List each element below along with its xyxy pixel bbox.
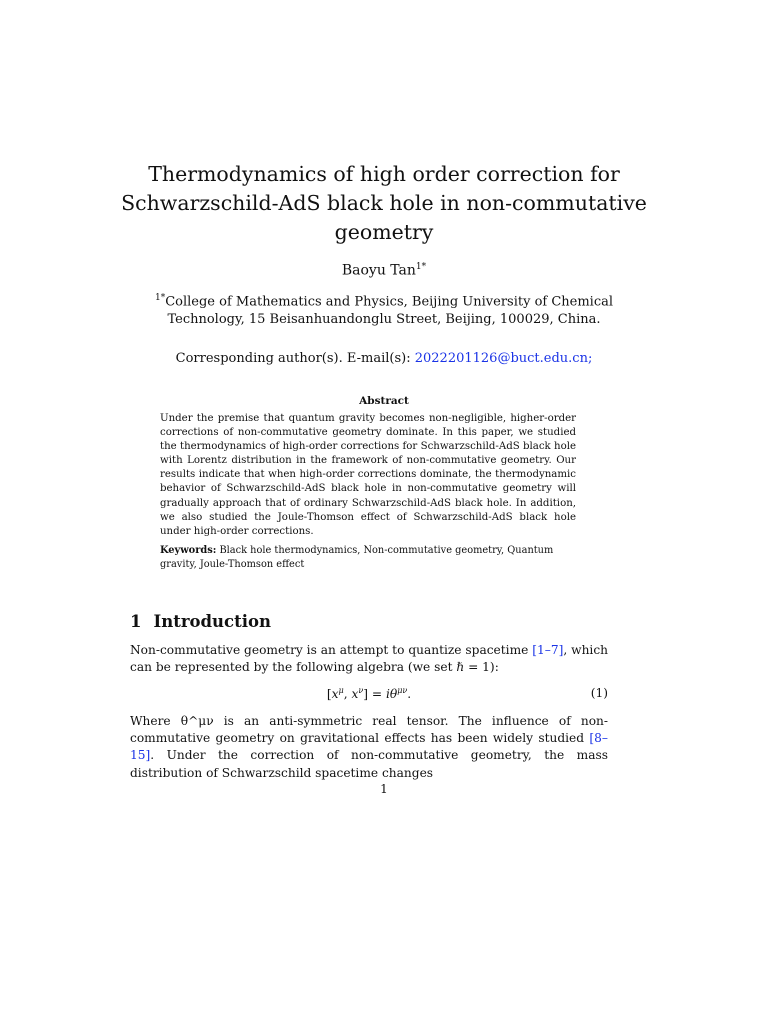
title-line-2: Schwarzschild-AdS black hole in non-commutative — [121, 191, 647, 215]
section-number: 1 — [130, 612, 142, 631]
abstract-heading: Abstract — [359, 395, 409, 407]
corresponding-prefix: Corresponding author(s). E-mail(s): — [175, 351, 415, 366]
equation-number: (1) — [590, 686, 608, 700]
email-link[interactable]: 2022201126@buct.edu.cn; — [414, 351, 593, 366]
citation-link-1[interactable]: [1–7] — [532, 643, 564, 657]
author-line — [0, 262, 768, 279]
author-mark: 1* — [415, 262, 427, 272]
citation-link-2[interactable]: [8–15] — [130, 731, 608, 763]
affiliation-line-2: Technology, 15 Beisanhuandonglu Street, Beijing, 100029, China. — [167, 312, 601, 328]
keywords-text: Black hole thermodynamics, Non-commutative geometry, Quantum gravity, Joule-Thomson effect — [160, 545, 554, 570]
affiliation-mark: 1* — [154, 293, 166, 303]
corresponding-author — [0, 351, 768, 366]
section-heading — [130, 612, 271, 631]
keywords — [160, 544, 576, 571]
affiliation-line-1: $^{1*}$College of Mathematics and Physics, Beijing University of Chemical — [154, 293, 614, 310]
equation-1 — [130, 686, 608, 704]
title-line-1: Thermodynamics of high order correction for — [148, 162, 620, 186]
affiliation — [130, 289, 638, 329]
paragraph-2: Where θ^μν is an anti-symmetric real tensor. The influence of non-commutative geometry on gravitational effects has been widely studied [8–15]. Under the correction of non-commutative geometry, the mass distribution of Schwarzschild spacetime changes — [130, 714, 608, 780]
author-name: Baoyu Tan — [341, 262, 416, 279]
section-title: Introduction — [153, 612, 271, 631]
paragraph-1: Non-commutative geometry is an attempt to quantize spacetime [1–7], which can be represented by the following algebra (we set ℏ = 1): — [130, 643, 609, 675]
equation-expression: [$x^\mu$, $x^\nu] = i\theta^{\mu\nu}$. — [326, 686, 412, 702]
paper-title — [100, 160, 668, 247]
keywords-label: Keywords: — [160, 545, 217, 556]
abstract-text: Under the premise that quantum gravity becomes non-negligible, higher-order corrections of non-commutative geometry dominate. In this paper, we studied the thermodynamics of high-order corrections for Schwarzschild-AdS black hole with Lorentz distribution in the framework of non-commutative geometry. Our results indicate that when high-order corrections dominate, the thermodynamic behavior of Schwarzschild-AdS black hole in non-commutative geometry will gradually approach that of ordinary Schwarzschild-AdS black hole. In addition, we also studied the Joule-Thomson effect of Schwarzschild-AdS black hole under high-order corrections. — [160, 413, 576, 537]
title-line-3: geometry — [334, 220, 434, 244]
page-number: 1 — [380, 782, 388, 796]
